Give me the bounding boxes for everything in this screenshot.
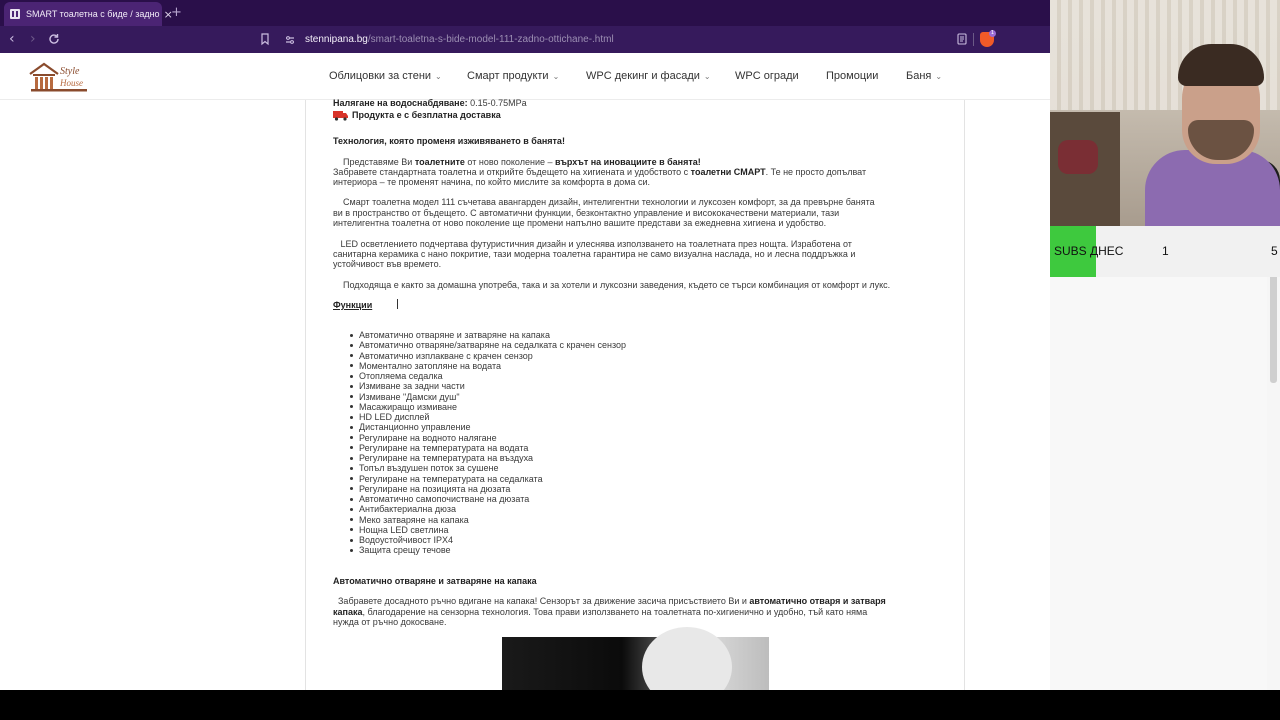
- section-heading: Автоматично отваряне и затваряне на капака: [333, 576, 537, 586]
- browser-toolbar: [0, 26, 1050, 53]
- nav-label: Смарт продукти: [467, 70, 549, 82]
- chevron-down-icon: ⌄: [935, 72, 943, 81]
- shields-badge: 1: [990, 30, 995, 36]
- reload-icon[interactable]: [48, 33, 60, 45]
- site-settings-icon[interactable]: [285, 35, 295, 45]
- paragraph-line: Подходяща е както за домашна употреба, така и за хотели и луксозни заведения, където се търси комбинация от комфорт и лукс.: [333, 280, 891, 290]
- object-background: [1058, 140, 1098, 174]
- reader-mode-icon[interactable]: [956, 33, 968, 45]
- text-bold: автоматично отваря и затваря: [749, 596, 886, 606]
- nav-label: WPC огради: [735, 70, 799, 82]
- function-list-item: Регулиране на температурата на седалката: [359, 473, 543, 484]
- delivery-truck-icon: [333, 110, 349, 121]
- web-page: [0, 53, 1050, 690]
- tab-bar: [0, 0, 1050, 26]
- bookmark-icon[interactable]: [259, 33, 271, 45]
- function-list-item: Автоматично самопочистване на дюзата: [359, 494, 530, 504]
- free-delivery-note: Продукта е с безплатна доставка: [352, 110, 501, 120]
- paragraph-line: санитарна керамика с нано покритие, тази модерна тоалетна гарантира не само визуална наслада, но и лесна поддръжка и: [333, 249, 856, 259]
- function-list-item: Регулиране на водното налягане: [359, 432, 497, 443]
- chevron-down-icon: ⌄: [703, 72, 711, 81]
- pressure-value: 0.15-0.75MPa: [467, 98, 527, 108]
- nav-item-promotions[interactable]: [826, 70, 878, 82]
- text-span: . Те не просто допълват: [765, 167, 867, 177]
- function-list-item: Регулиране на температурата на въздуха: [359, 453, 533, 463]
- paragraph-line: [333, 607, 867, 618]
- intro-line-1: [333, 157, 701, 168]
- pressure-label: Налягане на водоснабдяване:: [333, 98, 468, 108]
- function-list-item: Топъл въздушен поток за сушене: [359, 463, 499, 474]
- forward-icon[interactable]: ›: [30, 31, 36, 47]
- url-host: stennipana.bg: [305, 34, 368, 45]
- paragraph-line: ви в пространство от бъдещето. С автоматични функции, безконтактно управление и висококачествени материали, тази: [333, 208, 840, 218]
- text-cursor: [397, 299, 401, 309]
- tab-title: SMART тоалетна с биде / задно: [26, 9, 160, 19]
- nav-item-smart-products[interactable]: [467, 70, 559, 82]
- intro-line-3: интериора – те променят начина, по който мислите за комфорта в дома си.: [333, 177, 650, 187]
- text-bold: върхът на иновациите в банята!: [555, 157, 701, 167]
- browser-tab[interactable]: [4, 2, 173, 26]
- functions-heading: Функции: [333, 300, 373, 310]
- nav-label: Промоции: [826, 70, 879, 82]
- function-list-item: Автоматично отваряне/затваряне на седалката с крачен сензор: [359, 340, 626, 351]
- chevron-down-icon: ⌄: [552, 72, 560, 81]
- function-list-item: Меко затваряне на капака: [359, 514, 469, 525]
- function-list-item: Дистанционно управление: [359, 422, 471, 433]
- function-list-item: Антибактериална дюза: [359, 504, 457, 515]
- paragraph-line: LED осветлението подчертава футуристичния дизайн и улеснява използването на тоалетната през нощта. Изработена от: [333, 239, 852, 249]
- function-list-item: Отопляема седалка: [359, 371, 443, 381]
- svg-text:House: House: [60, 78, 83, 88]
- function-list-item: Измиване "Дамски душ": [359, 391, 460, 402]
- person-hair: [1178, 44, 1264, 86]
- back-icon[interactable]: ‹: [9, 31, 15, 47]
- toolbar-divider: [973, 33, 974, 46]
- function-list-item: Нощна LED светлина: [359, 524, 449, 535]
- site-header: [0, 53, 1050, 100]
- function-list-item: Масажиращо измиване: [359, 401, 458, 412]
- url-path: /smart-toaletna-s-bide-model-111-zadno-ottichane-.html: [367, 34, 614, 45]
- bottom-black-bar: [0, 690, 1280, 720]
- webcam-feed: [1050, 0, 1280, 226]
- nav-label: Облицовки за стени: [329, 70, 432, 82]
- function-list-item: Защита срещу течове: [359, 545, 451, 556]
- pressure-spec: [333, 98, 527, 109]
- function-list-item: Регулиране на температурата на водата: [359, 442, 529, 453]
- text-bold: тоалетните: [414, 157, 465, 167]
- paragraph-line: устойчивост във времето.: [333, 259, 442, 269]
- close-tab-icon[interactable]: ×: [163, 7, 173, 21]
- function-list-item: Измиване за задни части: [359, 381, 465, 392]
- svg-text:Style: Style: [60, 66, 80, 77]
- function-list-item: Автоматично изплакване с крачен сензор: [359, 350, 533, 361]
- text-span: , благодарение на сензорна технология. Това прави използването на тоалетната по-хигиенично и удобно, тъй като няма: [362, 607, 868, 617]
- site-favicon-icon: [10, 9, 20, 19]
- intro-line-2: [333, 167, 866, 178]
- text-bold: тоалетни СМАРТ: [690, 167, 766, 177]
- text-span: Забравете досадното ръчно вдигане на капака! Сензорът за движение засича присъствието Ви и: [333, 596, 750, 606]
- paragraph-line: интелигентна тоалетна от ново поколение ще промени напълно вашите представи за ежедневна хигиена и удобство.: [333, 218, 827, 228]
- text-span: от ново поколение –: [464, 157, 556, 167]
- nav-item-wpc-fences[interactable]: [735, 70, 799, 82]
- text-bold: капака: [333, 607, 363, 617]
- subs-counter-widget: [1050, 226, 1280, 277]
- nav-label: WPC декинг и фасади: [586, 70, 700, 82]
- subs-today-count: 1: [1162, 244, 1169, 258]
- text-span: Представяме Ви: [333, 157, 415, 167]
- paragraph-line: [333, 596, 886, 607]
- nav-item-bathroom[interactable]: [906, 70, 942, 82]
- nav-label: Баня: [906, 70, 932, 82]
- nav-item-wall-cladding[interactable]: [329, 70, 442, 82]
- paragraph-line: Смарт тоалетна модел 111 съчетава авангарден дизайн, интелигентни технологии и луксозен комфорт, за да превърне банята: [333, 197, 875, 207]
- product-image: [502, 637, 769, 690]
- chevron-down-icon: ⌄: [435, 72, 442, 81]
- page-right-margin: [1050, 277, 1267, 690]
- function-list-item: Водоустойчивост IPX4: [359, 535, 453, 545]
- address-bar[interactable]: [305, 34, 614, 45]
- section-heading: Технология, която променя изживяването в банята!: [333, 136, 565, 146]
- text-span: Забравете стандартната тоалетна и открийте бъдещето на хигиената и удобството с: [333, 167, 691, 177]
- new-tab-button[interactable]: +: [171, 5, 182, 20]
- nav-item-wpc-decking[interactable]: [586, 70, 711, 82]
- subs-goal-count: 5: [1271, 244, 1278, 258]
- function-list-item: Моментално затопляне на водата: [359, 360, 502, 371]
- subs-label: SUBS ДНЕС: [1054, 244, 1124, 258]
- function-list-item: Регулиране на позицията на дюзата: [359, 483, 511, 494]
- style-house-logo[interactable]: [28, 60, 88, 94]
- function-list-item: Автоматично отваряне и затваряне на капака: [359, 330, 550, 340]
- function-list-item: HD LED дисплей: [359, 412, 430, 422]
- paragraph-line: нужда от ръчно докосване.: [333, 617, 447, 627]
